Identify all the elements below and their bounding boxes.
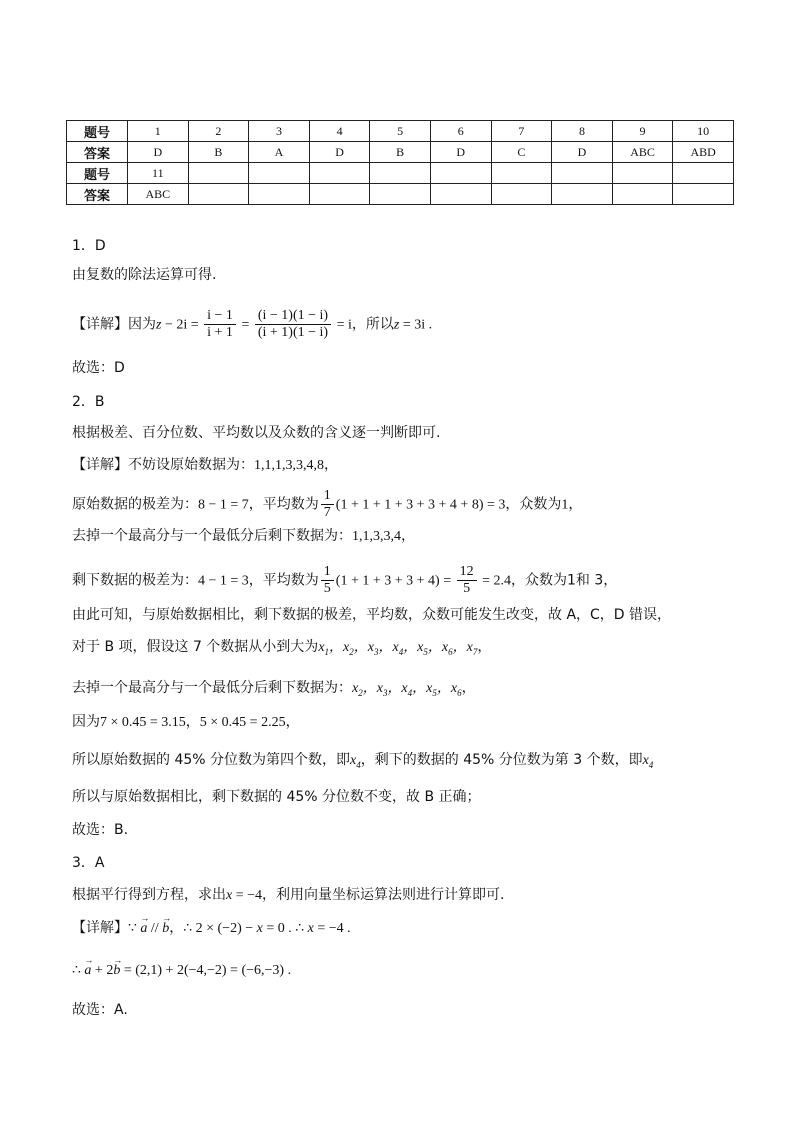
table-cell: ABD xyxy=(673,142,734,163)
text: 去掉一个最高分与一个最低分后剩下数据为： xyxy=(72,680,352,696)
table-cell xyxy=(309,163,370,184)
table-cell xyxy=(188,163,249,184)
q2-line10: 所以与原始数据相比，剩下数据的 45% 分位数不变，故 B 正确； xyxy=(72,789,481,805)
table-cell xyxy=(552,163,613,184)
q3-detail: 【详解】∵ → a // → b，∴ 2 × (−2) − x = 0 . ∴ x = −4 . xyxy=(72,918,351,939)
table-cell xyxy=(309,184,370,205)
table-cell: D xyxy=(430,142,491,163)
math: ∴ xyxy=(72,963,85,978)
fraction: $\frac{i - 1}{i + 1}$ xyxy=(204,308,236,341)
table-cell: 5 xyxy=(370,121,431,142)
text: ，所以 xyxy=(351,316,394,333)
math: (1 + 1 + 1 + 3 + 3 + 4 + 8) = 3 xyxy=(335,497,506,513)
text: 根据平行得到方程，求出 xyxy=(72,887,226,903)
table-cell xyxy=(673,184,734,205)
text: ，利用向量坐标运算法则进行计算即可. xyxy=(262,887,505,903)
table-row xyxy=(67,142,734,163)
row-label: 题号 xyxy=(67,163,128,184)
table-cell xyxy=(370,184,431,205)
q1-detail xyxy=(72,308,432,341)
math: = 0 . ∴ xyxy=(262,921,308,936)
q2-line4 xyxy=(72,564,617,597)
table-cell: 3 xyxy=(249,121,310,142)
detail-tag: 【详解】 xyxy=(72,316,128,333)
math: = 3i . xyxy=(399,317,433,333)
table-cell xyxy=(612,184,673,205)
math: z xyxy=(156,317,162,333)
math: 4 − 1 = 3 xyxy=(198,573,249,589)
table-cell xyxy=(188,184,249,205)
q2-line2: 原始数据的极差为：8 − 1 = 7，平均数为 $\frac{1}{7}$ (1 + 1 + 1 + 3 + 3 + 4 + 8) = 3，众数为1， xyxy=(72,488,583,520)
detail-tag: 【详解】 xyxy=(72,457,128,473)
table-cell xyxy=(491,184,552,205)
math: = i xyxy=(333,317,352,333)
table-cell: D xyxy=(128,142,189,163)
text: ，平均数为 xyxy=(248,572,319,589)
text: ，剩下的数据的 45% 分位数为第 3 个数，即 xyxy=(360,752,643,768)
fraction: $\frac{1}{7}$ xyxy=(321,488,334,521)
table-cell xyxy=(370,163,431,184)
q2-line3: 去掉一个最高分与一个最低分后剩下数据为：1,1,3,3,4， xyxy=(72,528,415,544)
table-cell: 8 xyxy=(552,121,613,142)
math: = (2,1) + 2(−4,−2) = (−6,−3) . xyxy=(120,963,292,978)
math: 1,1,3,3,4 xyxy=(352,529,401,544)
fraction: $\frac{12}{5}$ xyxy=(457,564,477,597)
table-cell: 11 xyxy=(128,163,189,184)
math: = −4 xyxy=(232,888,263,903)
table-cell: ABC xyxy=(612,142,673,163)
table-cell xyxy=(491,163,552,184)
vector-a: → a xyxy=(140,919,147,939)
table-cell: D xyxy=(552,142,613,163)
math: = −4 . xyxy=(313,921,351,936)
text: 因为 xyxy=(72,714,100,730)
table-cell: ABC xyxy=(128,184,189,205)
table-cell xyxy=(249,163,310,184)
row-label: 答案 xyxy=(67,142,128,163)
math: ∴ 2 × (−2) − xyxy=(183,921,257,936)
q2-line7: 去掉一个最高分与一个最低分后剩下数据为：$x_2$，$x_3$，$x_4$，$x_5$，$x_6$， xyxy=(72,680,476,698)
math: x xyxy=(307,921,314,936)
table-cell xyxy=(673,163,734,184)
table-cell: 1 xyxy=(128,121,189,142)
math: $x_1$，$x_2$，$x_3$，$x_4$，$x_5$，$x_6$，$x_7$ xyxy=(318,640,478,657)
q3-vector-sum xyxy=(72,960,291,981)
table-row xyxy=(67,163,734,184)
math: $x_4$ xyxy=(350,753,361,770)
q2-hint: 根据极差、百分位数、平均数以及众数的含义逐一判断即可. xyxy=(72,425,441,441)
fraction: $\frac{(i - 1)(1 - i)}{(i + 1)(1 - i)}$ xyxy=(255,308,331,341)
math: z xyxy=(393,317,400,333)
q1-title: 1．D xyxy=(72,238,106,254)
table-cell: 9 xyxy=(612,121,673,142)
math: $x_4$ xyxy=(642,753,654,770)
table-cell: D xyxy=(309,142,370,163)
math: // xyxy=(147,921,163,936)
table-cell: 10 xyxy=(673,121,734,142)
table-cell xyxy=(612,163,673,184)
text: 因为 xyxy=(128,316,156,333)
table-cell: 7 xyxy=(491,121,552,142)
vector-b: → b xyxy=(162,919,169,939)
text: 对于 B 项，假设这 7 个数据从小到大为 xyxy=(72,639,319,655)
math: = 2.4 xyxy=(478,573,512,589)
vector-a: → a xyxy=(84,961,91,981)
table-cell: 2 xyxy=(188,121,249,142)
q2-line8: 因为7 × 0.45 = 3.15，5 × 0.45 = 2.25， xyxy=(72,714,300,730)
table-cell: B xyxy=(370,142,431,163)
answer-table xyxy=(66,120,734,205)
text: 剩下数据的极差为： xyxy=(72,572,198,589)
q3-title: 3．A xyxy=(72,855,105,871)
q3-hint xyxy=(72,885,504,906)
text: 去掉一个最高分与一个最低分后剩下数据为： xyxy=(72,528,352,544)
detail-tag: 【详解】 xyxy=(72,920,128,936)
table-cell: C xyxy=(491,142,552,163)
q3-conclusion: 故选：A. xyxy=(72,1002,128,1018)
math: 7 × 0.45 = 3.15，5 × 0.45 = 2.25 xyxy=(100,715,286,730)
table-cell xyxy=(552,184,613,205)
fraction: $\frac{1}{5}$ xyxy=(321,564,334,597)
math: 8 − 1 = 7 xyxy=(198,497,249,513)
math: + 2 xyxy=(91,963,114,978)
table-cell: A xyxy=(249,142,310,163)
math: − 2i = xyxy=(161,317,203,333)
q1-conclusion: 故选：D xyxy=(72,360,125,376)
q2-line6: 对于 B 项，假设这 7 个数据从小到大为$x_1$，$x_2$，$x_3$，$x_4$，$x_5$，$x_6$，$x_7$， xyxy=(72,639,492,657)
table-row xyxy=(67,184,734,205)
q2-line5: 由此可知，与原始数据相比，剩下数据的极差，平均数，众数可能发生改变，故 A，C，D 错误， xyxy=(72,607,672,623)
table-row xyxy=(67,121,734,142)
table-cell: B xyxy=(188,142,249,163)
text: ，平均数为 xyxy=(248,496,319,513)
row-label: 答案 xyxy=(67,184,128,205)
text: 所以原始数据的 45% 分位数为第四个数，即 xyxy=(72,752,351,768)
table-cell xyxy=(430,184,491,205)
vector-b: → b xyxy=(113,961,120,981)
q2-title: 2．B xyxy=(72,394,105,410)
text: 不妨设原始数据为： xyxy=(128,457,254,473)
text: ，众数为1和 3， xyxy=(511,572,618,589)
table-cell xyxy=(430,163,491,184)
math: 1,1,1,3,3,4,8 xyxy=(254,458,324,473)
math: 1 xyxy=(561,497,569,513)
math: $x_2$，$x_3$，$x_4$，$x_5$，$x_6$ xyxy=(352,681,462,698)
text: 原始数据的极差为： xyxy=(72,496,198,513)
math: x xyxy=(226,888,233,903)
math: = xyxy=(237,317,253,333)
text: ，众数为 xyxy=(505,496,562,513)
table-cell xyxy=(249,184,310,205)
table-cell: 6 xyxy=(430,121,491,142)
math: ∵ xyxy=(128,921,141,936)
table-cell: 4 xyxy=(309,121,370,142)
math: x xyxy=(256,921,263,936)
row-label: 题号 xyxy=(67,121,128,142)
q2-line1: 【详解】不妨设原始数据为：1,1,1,3,3,4,8， xyxy=(72,457,338,473)
q1-hint: 由复数的除法运算可得. xyxy=(72,267,217,283)
math: (1 + 1 + 3 + 3 + 4) = xyxy=(335,573,455,589)
q2-conclusion: 故选：B. xyxy=(72,822,129,838)
q2-line9 xyxy=(72,750,653,775)
